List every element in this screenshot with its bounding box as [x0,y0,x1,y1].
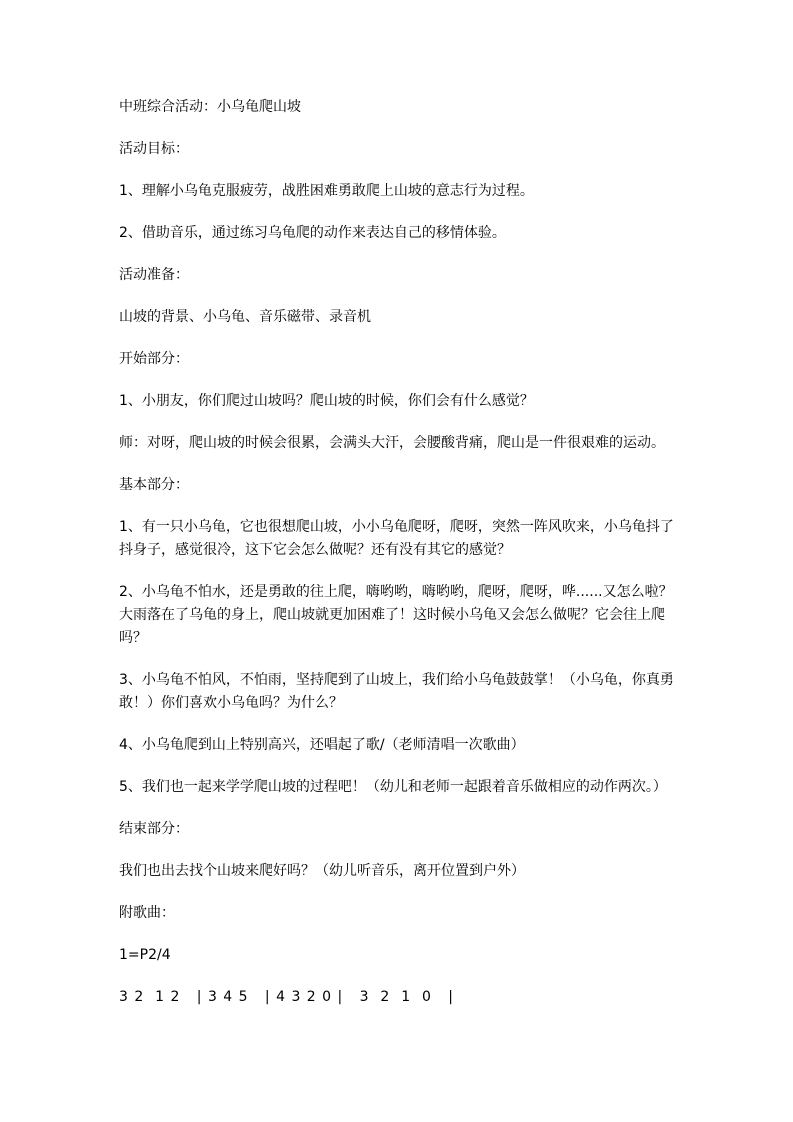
start-heading: 开始部分： [119,351,189,367]
basic-step: 4、小乌龟爬到山上特别高兴，还唱起了歌/（老师清唱一次歌曲） [119,737,525,753]
goals-heading: 活动目标： [119,141,189,157]
goal-item: 1、理解小乌龟克服疲劳，战胜困难勇敢爬上山坡的意志行为过程。 [119,183,534,199]
basic-step: 3、小乌龟不怕风，不怕雨，坚持爬到了山坡上，我们给小乌龟鼓鼓掌！（小乌龟，你真勇敢！）你们喜欢小乌龟吗？为什么？ [119,672,674,711]
end-heading: 结束部分： [119,821,189,837]
song-heading: 附歌曲： [119,905,175,921]
end-text: 我们也出去找个山坡来爬好吗？（幼儿听音乐，离开位置到户外） [119,863,525,879]
basic-step: 2、小乌龟不怕水，还是勇敢的往上爬，嗨哟哟，嗨哟哟，爬呀，爬呀，哗......又怎么啦？大雨落在了乌龟的身上，爬山坡就更加困难了！这时候小乌龟又会怎么做呢？它会往上爬吗？ [119,584,673,646]
basic-step: 1、有一只小乌龟，它也很想爬山坡，小小乌龟爬呀，爬呀，突然一阵风吹来，小乌龟抖了抖身子，感觉很冷，这下它会怎么做呢？还有没有其它的感觉？ [119,519,674,558]
start-question: 1、小朋友，你们爬过山坡吗？爬山坡的时候，你们会有什么感觉？ [119,393,534,409]
teacher-line: 师：对呀，爬山坡的时候会很累，会满头大汗，会腰酸背痛，爬山是一件很艰难的运动。 [119,435,665,451]
basic-heading: 基本部分： [119,477,189,493]
prep-items: 山坡的背景、小乌龟、音乐磁带、录音机 [119,309,371,325]
prep-heading: 活动准备： [119,267,189,283]
document-title: 中班综合活动：小乌龟爬山坡 [119,99,301,115]
document-page [119,96,679,1028]
song-notation: 3 2 1 2 | 3 4 5 | 4 3 2 0 | 3 2 1 0 | [119,989,454,1005]
basic-step: 5、我们也一起来学学爬山坡的过程吧！（幼儿和老师一起跟着音乐做相应的动作两次。） [119,779,667,795]
goal-item: 2、借助音乐，通过练习乌龟爬的动作来表达自己的移情体验。 [119,225,506,241]
song-key: 1=P2/4 [119,947,171,963]
